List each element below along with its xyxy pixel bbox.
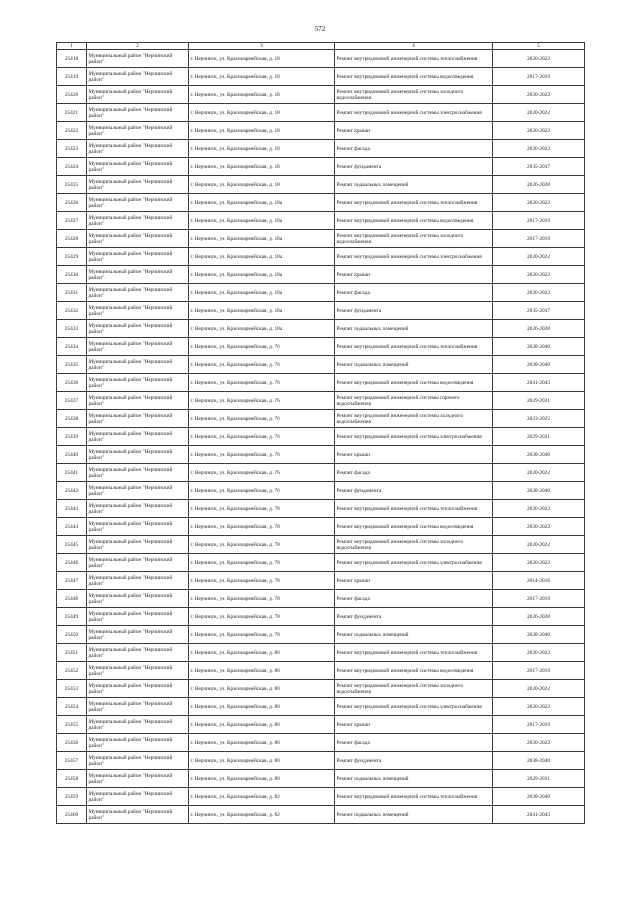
work-type-cell: Ремонт фундамента: [335, 752, 493, 770]
address-cell: г. Нерчинск, ул. Красноармейская, д. 18: [189, 50, 335, 68]
address-cell: г. Нерчинск, ул. Красноармейская, д. 18: [189, 158, 335, 176]
address-cell: г. Нерчинск, ул. Красноармейская, д. 80: [189, 716, 335, 734]
table-row: [57, 662, 585, 680]
municipality-cell: Муниципальный район "Нерчинский район": [87, 464, 189, 482]
period-cell: 2026-2028: [493, 176, 585, 194]
table-row: [57, 428, 585, 446]
period-cell: 2020-2022: [493, 734, 585, 752]
municipality-cell: Муниципальный район "Нерчинский район": [87, 446, 189, 464]
period-cell: 2023-2025: [493, 410, 585, 428]
address-cell: г. Нерчинск, ул. Красноармейская, д. 80: [189, 680, 335, 698]
period-cell: 2020-2022: [493, 698, 585, 716]
municipality-cell: Муниципальный район "Нерчинский район": [87, 770, 189, 788]
work-type-cell: Ремонт внутридомовой инженерной системы холодного водоснабжения: [335, 536, 493, 554]
table-row: [57, 194, 585, 212]
work-type-cell: Ремонт внутридомовой инженерной системы электроснабжения: [335, 698, 493, 716]
period-cell: 2020-2022: [493, 104, 585, 122]
table-row: [57, 338, 585, 356]
column-number: 3: [189, 43, 335, 50]
municipality-cell: Муниципальный район "Нерчинский район": [87, 212, 189, 230]
table-row: [57, 284, 585, 302]
work-type-cell: Ремонт внутридомовой инженерной системы горячего водоснабжения: [335, 392, 493, 410]
row-number-cell: 25418: [57, 50, 87, 68]
table-row: [57, 788, 585, 806]
municipality-cell: Муниципальный район "Нерчинский район": [87, 248, 189, 266]
address-cell: г. Нерчинск, ул. Красноармейская, д. 18: [189, 68, 335, 86]
work-type-cell: Ремонт крыши: [335, 266, 493, 284]
page-number: 572: [314, 25, 326, 33]
period-cell: 2020-2022: [493, 86, 585, 104]
address-cell: г. Нерчинск, ул. Красноармейская, д. 78: [189, 608, 335, 626]
work-type-cell: Ремонт внутридомовой инженерной системы холодного водоснабжения: [335, 680, 493, 698]
period-cell: 2020-2022: [493, 644, 585, 662]
table-row: [57, 500, 585, 518]
period-cell: 2038-2040: [493, 338, 585, 356]
row-number-cell: 25454: [57, 698, 87, 716]
row-number-cell: 25459: [57, 788, 87, 806]
work-type-cell: Ремонт внутридомовой инженерной системы теплоснабжения: [335, 50, 493, 68]
row-number-cell: 25452: [57, 662, 87, 680]
work-type-cell: Ремонт внутридомовой инженерной системы водоотведения: [335, 662, 493, 680]
address-cell: г. Нерчинск, ул. Красноармейская, д. 80: [189, 734, 335, 752]
address-cell: г. Нерчинск, ул. Красноармейская, д. 78: [189, 518, 335, 536]
address-cell: г. Нерчинск, ул. Красноармейская, д. 78: [189, 626, 335, 644]
table-row: [57, 86, 585, 104]
row-number-cell: 25436: [57, 374, 87, 392]
address-cell: г. Нерчинск, ул. Красноармейская, д. 18: [189, 104, 335, 122]
municipality-cell: Муниципальный район "Нерчинский район": [87, 122, 189, 140]
table-row: [57, 680, 585, 698]
municipality-cell: Муниципальный район "Нерчинский район": [87, 140, 189, 158]
address-cell: г. Нерчинск, ул. Красноармейская, д. 18а: [189, 230, 335, 248]
address-cell: г. Нерчинск, ул. Красноармейская, д. 76: [189, 338, 335, 356]
work-type-cell: Ремонт подвальных помещений: [335, 770, 493, 788]
period-cell: 2020-2022: [493, 194, 585, 212]
row-number-cell: 25434: [57, 338, 87, 356]
period-cell: 2041-2043: [493, 374, 585, 392]
work-type-cell: Ремонт фундамента: [335, 608, 493, 626]
table-row: [57, 356, 585, 374]
column-number: 5: [493, 43, 585, 50]
work-type-cell: Ремонт внутридомовой инженерной системы электроснабжения: [335, 248, 493, 266]
table-row: [57, 464, 585, 482]
row-number-cell: 25431: [57, 284, 87, 302]
period-cell: 2020-2022: [493, 464, 585, 482]
period-cell: 2026-2028: [493, 608, 585, 626]
row-number-cell: 25439: [57, 428, 87, 446]
address-cell: г. Нерчинск, ул. Красноармейская, д. 18: [189, 86, 335, 104]
address-cell: г. Нерчинск, ул. Красноармейская, д. 78: [189, 554, 335, 572]
address-cell: г. Нерчинск, ул. Красноармейская, д. 76: [189, 392, 335, 410]
period-cell: 2020-2022: [493, 248, 585, 266]
municipality-cell: Муниципальный район "Нерчинский район": [87, 176, 189, 194]
work-type-cell: Ремонт фасада: [335, 140, 493, 158]
table-row: [57, 302, 585, 320]
row-number-cell: 25440: [57, 446, 87, 464]
municipality-cell: Муниципальный район "Нерчинский район": [87, 302, 189, 320]
municipality-cell: Муниципальный район "Нерчинский район": [87, 86, 189, 104]
municipality-cell: Муниципальный район "Нерчинский район": [87, 788, 189, 806]
municipality-cell: Муниципальный район "Нерчинский район": [87, 662, 189, 680]
period-cell: 2020-2022: [493, 266, 585, 284]
table-row: [57, 104, 585, 122]
address-cell: г. Нерчинск, ул. Красноармейская, д. 82: [189, 788, 335, 806]
address-cell: г. Нерчинск, ул. Красноармейская, д. 78: [189, 536, 335, 554]
work-type-cell: Ремонт фасада: [335, 284, 493, 302]
period-cell: 2038-2040: [493, 788, 585, 806]
address-cell: г. Нерчинск, ул. Красноармейская, д. 80: [189, 662, 335, 680]
row-number-cell: 25421: [57, 104, 87, 122]
municipality-cell: Муниципальный район "Нерчинский район": [87, 194, 189, 212]
period-cell: 2029-2031: [493, 392, 585, 410]
period-cell: 2020-2022: [493, 536, 585, 554]
period-cell: 2020-2022: [493, 518, 585, 536]
row-number-cell: 25445: [57, 536, 87, 554]
period-cell: 2020-2022: [493, 680, 585, 698]
period-cell: 2014-2016: [493, 572, 585, 590]
row-number-cell: 25427: [57, 212, 87, 230]
row-number-cell: 25447: [57, 572, 87, 590]
work-type-cell: Ремонт крыши: [335, 122, 493, 140]
row-number-cell: 25455: [57, 716, 87, 734]
municipality-cell: Муниципальный район "Нерчинский район": [87, 50, 189, 68]
municipality-cell: Муниципальный район "Нерчинский район": [87, 428, 189, 446]
work-type-cell: Ремонт внутридомовой инженерной системы холодного водоснабжения: [335, 230, 493, 248]
row-number-cell: 25424: [57, 158, 87, 176]
row-number-cell: 25429: [57, 248, 87, 266]
column-number: 2: [87, 43, 189, 50]
table-body: [57, 43, 585, 824]
work-type-cell: Ремонт фундамента: [335, 158, 493, 176]
municipality-cell: Муниципальный район "Нерчинский район": [87, 644, 189, 662]
address-cell: г. Нерчинск, ул. Красноармейская, д. 82: [189, 806, 335, 824]
table-row: [57, 698, 585, 716]
row-number-cell: 25428: [57, 230, 87, 248]
work-type-cell: Ремонт внутридомовой инженерной системы водоотведения: [335, 68, 493, 86]
row-number-cell: 25433: [57, 320, 87, 338]
municipality-cell: Муниципальный район "Нерчинский район": [87, 806, 189, 824]
municipality-cell: Муниципальный район "Нерчинский район": [87, 158, 189, 176]
row-number-cell: 25426: [57, 194, 87, 212]
row-number-cell: 25448: [57, 590, 87, 608]
address-cell: г. Нерчинск, ул. Красноармейская, д. 18: [189, 140, 335, 158]
table-row: [57, 320, 585, 338]
period-cell: 2020-2022: [493, 122, 585, 140]
address-cell: г. Нерчинск, ул. Красноармейская, д. 76: [189, 482, 335, 500]
row-number-cell: 25432: [57, 302, 87, 320]
work-type-cell: Ремонт подвальных помещений: [335, 806, 493, 824]
row-number-cell: 25457: [57, 752, 87, 770]
work-type-cell: Ремонт внутридомовой инженерной системы водоотведения: [335, 518, 493, 536]
municipality-cell: Муниципальный район "Нерчинский район": [87, 500, 189, 518]
work-type-cell: Ремонт внутридомовой инженерной системы холодного водоснабжения: [335, 86, 493, 104]
address-cell: г. Нерчинск, ул. Красноармейская, д. 76: [189, 464, 335, 482]
municipality-cell: Муниципальный район "Нерчинский район": [87, 266, 189, 284]
municipality-cell: Муниципальный район "Нерчинский район": [87, 716, 189, 734]
work-type-cell: Ремонт внутридомовой инженерной системы водоотведения: [335, 212, 493, 230]
period-cell: 2020-2022: [493, 50, 585, 68]
table-row: [57, 374, 585, 392]
address-cell: г. Нерчинск, ул. Красноармейская, д. 76: [189, 374, 335, 392]
municipality-cell: Муниципальный район "Нерчинский район": [87, 698, 189, 716]
period-cell: 2029-2031: [493, 428, 585, 446]
work-type-cell: Ремонт подвальных помещений: [335, 320, 493, 338]
address-cell: г. Нерчинск, ул. Красноармейская, д. 80: [189, 770, 335, 788]
municipality-cell: Муниципальный район "Нерчинский район": [87, 536, 189, 554]
work-type-cell: Ремонт крыши: [335, 446, 493, 464]
address-cell: г. Нерчинск, ул. Красноармейская, д. 18: [189, 176, 335, 194]
table-row: [57, 482, 585, 500]
address-cell: г. Нерчинск, ул. Красноармейская, д. 80: [189, 644, 335, 662]
address-cell: г. Нерчинск, ул. Красноармейская, д. 78: [189, 572, 335, 590]
table-row: [57, 410, 585, 428]
table-row: [57, 68, 585, 86]
row-number-cell: 25430: [57, 266, 87, 284]
address-cell: г. Нерчинск, ул. Красноармейская, д. 76: [189, 446, 335, 464]
work-type-cell: Ремонт крыши: [335, 572, 493, 590]
row-number-cell: 25451: [57, 644, 87, 662]
municipality-cell: Муниципальный район "Нерчинский район": [87, 752, 189, 770]
address-cell: г. Нерчинск, ул. Красноармейская, д. 18а: [189, 248, 335, 266]
table-row: [57, 572, 585, 590]
table-row: [57, 716, 585, 734]
table-row: [57, 590, 585, 608]
work-type-cell: Ремонт внутридомовой инженерной системы водоотведения: [335, 374, 493, 392]
column-number: 4: [335, 43, 493, 50]
work-type-cell: Ремонт внутридомовой инженерной системы электроснабжения: [335, 428, 493, 446]
work-type-cell: Ремонт внутридомовой инженерной системы холодного водоснабжения: [335, 410, 493, 428]
period-cell: 2020-2022: [493, 140, 585, 158]
period-cell: 2017-2019: [493, 716, 585, 734]
table-row: [57, 446, 585, 464]
municipality-cell: Муниципальный район "Нерчинский район": [87, 518, 189, 536]
municipality-cell: Муниципальный район "Нерчинский район": [87, 104, 189, 122]
address-cell: г. Нерчинск, ул. Красноармейская, д. 18а: [189, 266, 335, 284]
work-type-cell: Ремонт подвальных помещений: [335, 356, 493, 374]
address-cell: г. Нерчинск, ул. Красноармейская, д. 76: [189, 356, 335, 374]
period-cell: 2038-2040: [493, 446, 585, 464]
address-cell: г. Нерчинск, ул. Красноармейская, д. 18а: [189, 320, 335, 338]
row-number-cell: 25449: [57, 608, 87, 626]
period-cell: 2029-2031: [493, 770, 585, 788]
row-number-cell: 25422: [57, 122, 87, 140]
municipality-cell: Муниципальный район "Нерчинский район": [87, 482, 189, 500]
work-type-cell: Ремонт подвальных помещений: [335, 626, 493, 644]
row-number-cell: 25437: [57, 392, 87, 410]
column-number: 1: [57, 43, 87, 50]
work-type-cell: Ремонт фундамента: [335, 302, 493, 320]
address-cell: г. Нерчинск, ул. Красноармейская, д. 76: [189, 428, 335, 446]
period-cell: 2020-2022: [493, 500, 585, 518]
municipality-cell: Муниципальный район "Нерчинский район": [87, 320, 189, 338]
table-row: [57, 608, 585, 626]
address-cell: г. Нерчинск, ул. Красноармейская, д. 80: [189, 698, 335, 716]
column-number-row: [57, 43, 585, 50]
work-type-cell: Ремонт внутридомовой инженерной системы теплоснабжения: [335, 788, 493, 806]
work-type-cell: Ремонт внутридомовой инженерной системы электроснабжения: [335, 104, 493, 122]
municipality-cell: Муниципальный район "Нерчинский район": [87, 572, 189, 590]
capital-repair-table: [56, 42, 585, 824]
municipality-cell: Муниципальный район "Нерчинский район": [87, 392, 189, 410]
municipality-cell: Муниципальный район "Нерчинский район": [87, 626, 189, 644]
table-row: [57, 770, 585, 788]
row-number-cell: 25438: [57, 410, 87, 428]
period-cell: 2038-2040: [493, 482, 585, 500]
row-number-cell: 25442: [57, 482, 87, 500]
work-type-cell: Ремонт внутридомовой инженерной системы теплоснабжения: [335, 644, 493, 662]
municipality-cell: Муниципальный район "Нерчинский район": [87, 608, 189, 626]
address-cell: г. Нерчинск, ул. Красноармейская, д. 78: [189, 500, 335, 518]
address-cell: г. Нерчинск, ул. Красноармейская, д. 18а: [189, 194, 335, 212]
period-cell: 2035-2037: [493, 302, 585, 320]
municipality-cell: Муниципальный район "Нерчинский район": [87, 68, 189, 86]
table-row: [57, 122, 585, 140]
row-number-cell: 25435: [57, 356, 87, 374]
work-type-cell: Ремонт внутридомовой инженерной системы теплоснабжения: [335, 194, 493, 212]
table-row: [57, 50, 585, 68]
municipality-cell: Муниципальный район "Нерчинский район": [87, 230, 189, 248]
period-cell: 2038-2040: [493, 626, 585, 644]
municipality-cell: Муниципальный район "Нерчинский район": [87, 410, 189, 428]
work-type-cell: Ремонт внутридомовой инженерной системы теплоснабжения: [335, 500, 493, 518]
address-cell: г. Нерчинск, ул. Красноармейская, д. 18: [189, 122, 335, 140]
period-cell: 2017-2019: [493, 230, 585, 248]
row-number-cell: 25444: [57, 518, 87, 536]
row-number-cell: 25460: [57, 806, 87, 824]
period-cell: 2017-2019: [493, 68, 585, 86]
work-type-cell: Ремонт внутридомовой инженерной системы теплоснабжения: [335, 338, 493, 356]
table-row: [57, 392, 585, 410]
period-cell: 2026-2028: [493, 320, 585, 338]
table-row: [57, 248, 585, 266]
address-cell: г. Нерчинск, ул. Красноармейская, д. 80: [189, 752, 335, 770]
period-cell: 2020-2022: [493, 284, 585, 302]
work-type-cell: Ремонт фундамента: [335, 482, 493, 500]
period-cell: 2035-2037: [493, 158, 585, 176]
period-cell: 2017-2019: [493, 590, 585, 608]
table-row: [57, 158, 585, 176]
table-row: [57, 536, 585, 554]
row-number-cell: 25443: [57, 500, 87, 518]
work-type-cell: Ремонт фасада: [335, 464, 493, 482]
table-row: [57, 212, 585, 230]
row-number-cell: 25456: [57, 734, 87, 752]
work-type-cell: Ремонт крыши: [335, 716, 493, 734]
row-number-cell: 25441: [57, 464, 87, 482]
table-row: [57, 752, 585, 770]
row-number-cell: 25458: [57, 770, 87, 788]
row-number-cell: 25419: [57, 68, 87, 86]
municipality-cell: Муниципальный район "Нерчинский район": [87, 734, 189, 752]
period-cell: 2017-2019: [493, 212, 585, 230]
row-number-cell: 25420: [57, 86, 87, 104]
municipality-cell: Муниципальный район "Нерчинский район": [87, 356, 189, 374]
period-cell: 2038-2040: [493, 752, 585, 770]
municipality-cell: Муниципальный район "Нерчинский район": [87, 284, 189, 302]
table-row: [57, 554, 585, 572]
table-row: [57, 140, 585, 158]
address-cell: г. Нерчинск, ул. Красноармейская, д. 18а: [189, 212, 335, 230]
address-cell: г. Нерчинск, ул. Красноармейская, д. 18а: [189, 302, 335, 320]
work-type-cell: Ремонт внутридомовой инженерной системы электроснабжения: [335, 554, 493, 572]
municipality-cell: Муниципальный район "Нерчинский район": [87, 680, 189, 698]
table-row: [57, 266, 585, 284]
row-number-cell: 25423: [57, 140, 87, 158]
municipality-cell: Муниципальный район "Нерчинский район": [87, 554, 189, 572]
municipality-cell: Муниципальный район "Нерчинский район": [87, 374, 189, 392]
address-cell: г. Нерчинск, ул. Красноармейская, д. 76: [189, 410, 335, 428]
table-row: [57, 626, 585, 644]
period-cell: 2038-2040: [493, 356, 585, 374]
period-cell: 2041-2043: [493, 806, 585, 824]
period-cell: 2017-2019: [493, 662, 585, 680]
row-number-cell: 25425: [57, 176, 87, 194]
table-row: [57, 734, 585, 752]
table-row: [57, 518, 585, 536]
work-type-cell: Ремонт фасада: [335, 590, 493, 608]
row-number-cell: 25453: [57, 680, 87, 698]
address-cell: г. Нерчинск, ул. Красноармейская, д. 78: [189, 590, 335, 608]
work-type-cell: Ремонт фасада: [335, 734, 493, 752]
work-type-cell: Ремонт подвальных помещений: [335, 176, 493, 194]
municipality-cell: Муниципальный район "Нерчинский район": [87, 338, 189, 356]
period-cell: 2020-2022: [493, 554, 585, 572]
table-row: [57, 806, 585, 824]
table-row: [57, 230, 585, 248]
row-number-cell: 25446: [57, 554, 87, 572]
table-row: [57, 176, 585, 194]
table-row: [57, 644, 585, 662]
municipality-cell: Муниципальный район "Нерчинский район": [87, 590, 189, 608]
address-cell: г. Нерчинск, ул. Красноармейская, д. 18а: [189, 284, 335, 302]
row-number-cell: 25450: [57, 626, 87, 644]
